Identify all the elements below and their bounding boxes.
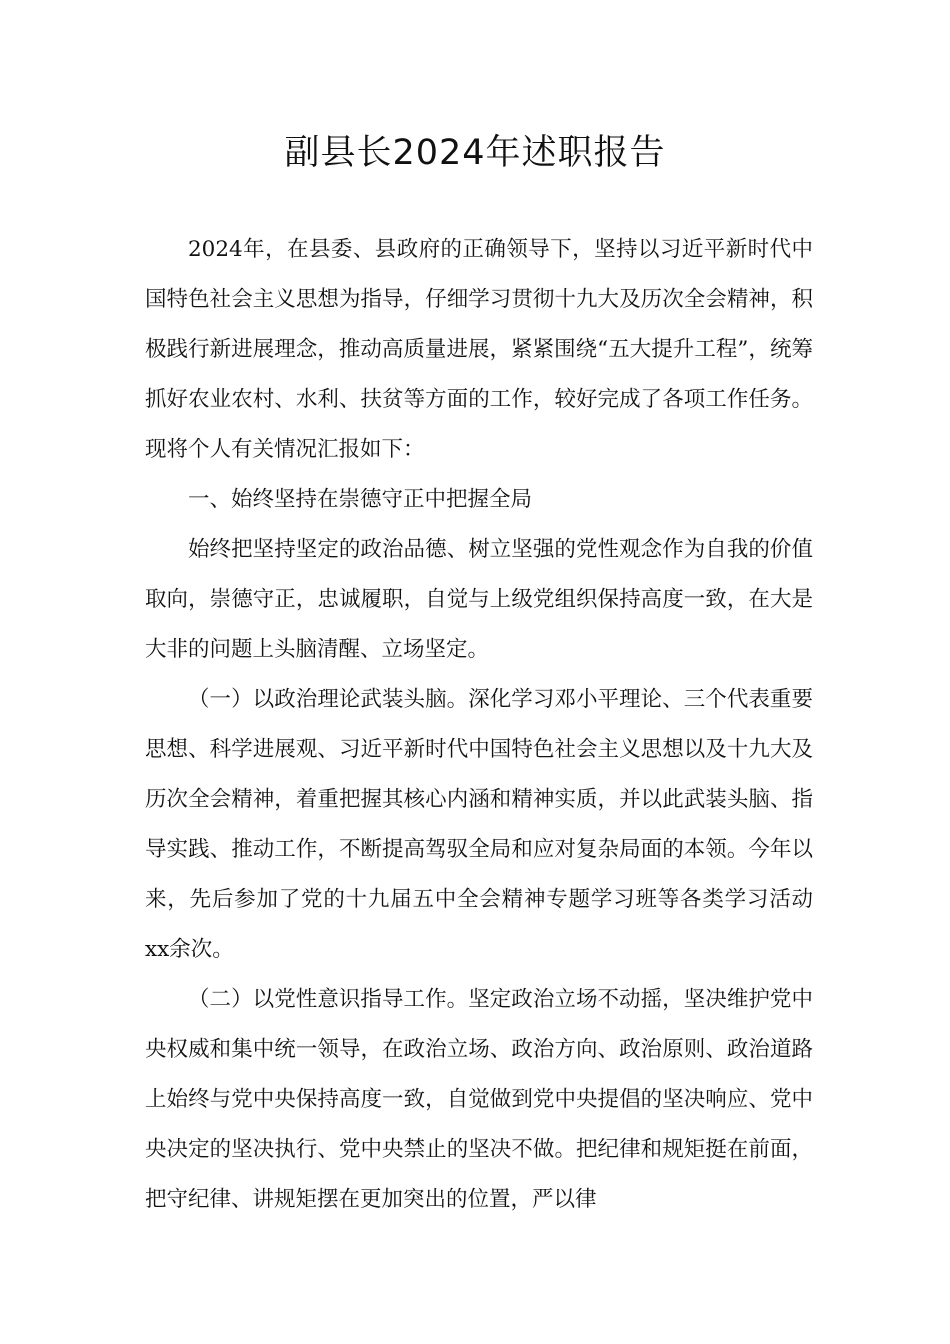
subsection-2-paragraph: （二）以党性意识指导工作。坚定政治立场不动摇，坚决维护党中央权威和集中统一领导，在政治立场、政治方向、政治原则、政治道路上始终与党中央保持高度一致，自觉做到党中央提倡的坚决响应、党中央决定的坚决执行、党中央禁止的坚决不做。把纪律和规矩挺在前面，把守纪律、讲规矩摆在更加突出的位置，严以律	[145, 987, 813, 1212]
document-title: 副县长2024年述职报告	[284, 133, 666, 173]
section-1-paragraph: 始终把坚持坚定的政治品德、树立坚强的党性观念作为自我的价值取向，崇德守正，忠诚履职，自觉与上级党组织保持高度一致，在大是大非的问题上头脑清醒、立场坚定。	[145, 537, 813, 662]
document-body	[145, 225, 813, 1225]
section-heading-1: 一、始终坚持在崇德守正中把握全局	[188, 487, 533, 512]
subsection-1-paragraph: （一）以政治理论武装头脑。深化学习邓小平理论、三个代表重要思想、科学进展观、习近平新时代中国特色社会主义思想以及十九大及历次全会精神，着重把握其核心内涵和精神实质，并以此武装头脑、指导实践、推动工作，不断提高驾驭全局和应对复杂局面的本领。今年以来，先后参加了党的十九届五中全会精神专题学习班等各类学习活动xx余次。	[145, 687, 813, 962]
intro-paragraph: 2024年，在县委、县政府的正确领导下，坚持以习近平新时代中国特色社会主义思想为指导，仔细学习贯彻十九大及历次全会精神，积极践行新进展理念，推动高质量进展，紧紧围绕“五大提升工程”，统筹抓好农业农村、水利、扶贫等方面的工作，较好完成了各项工作任务。现将个人有关情况汇报如下：	[145, 237, 813, 462]
